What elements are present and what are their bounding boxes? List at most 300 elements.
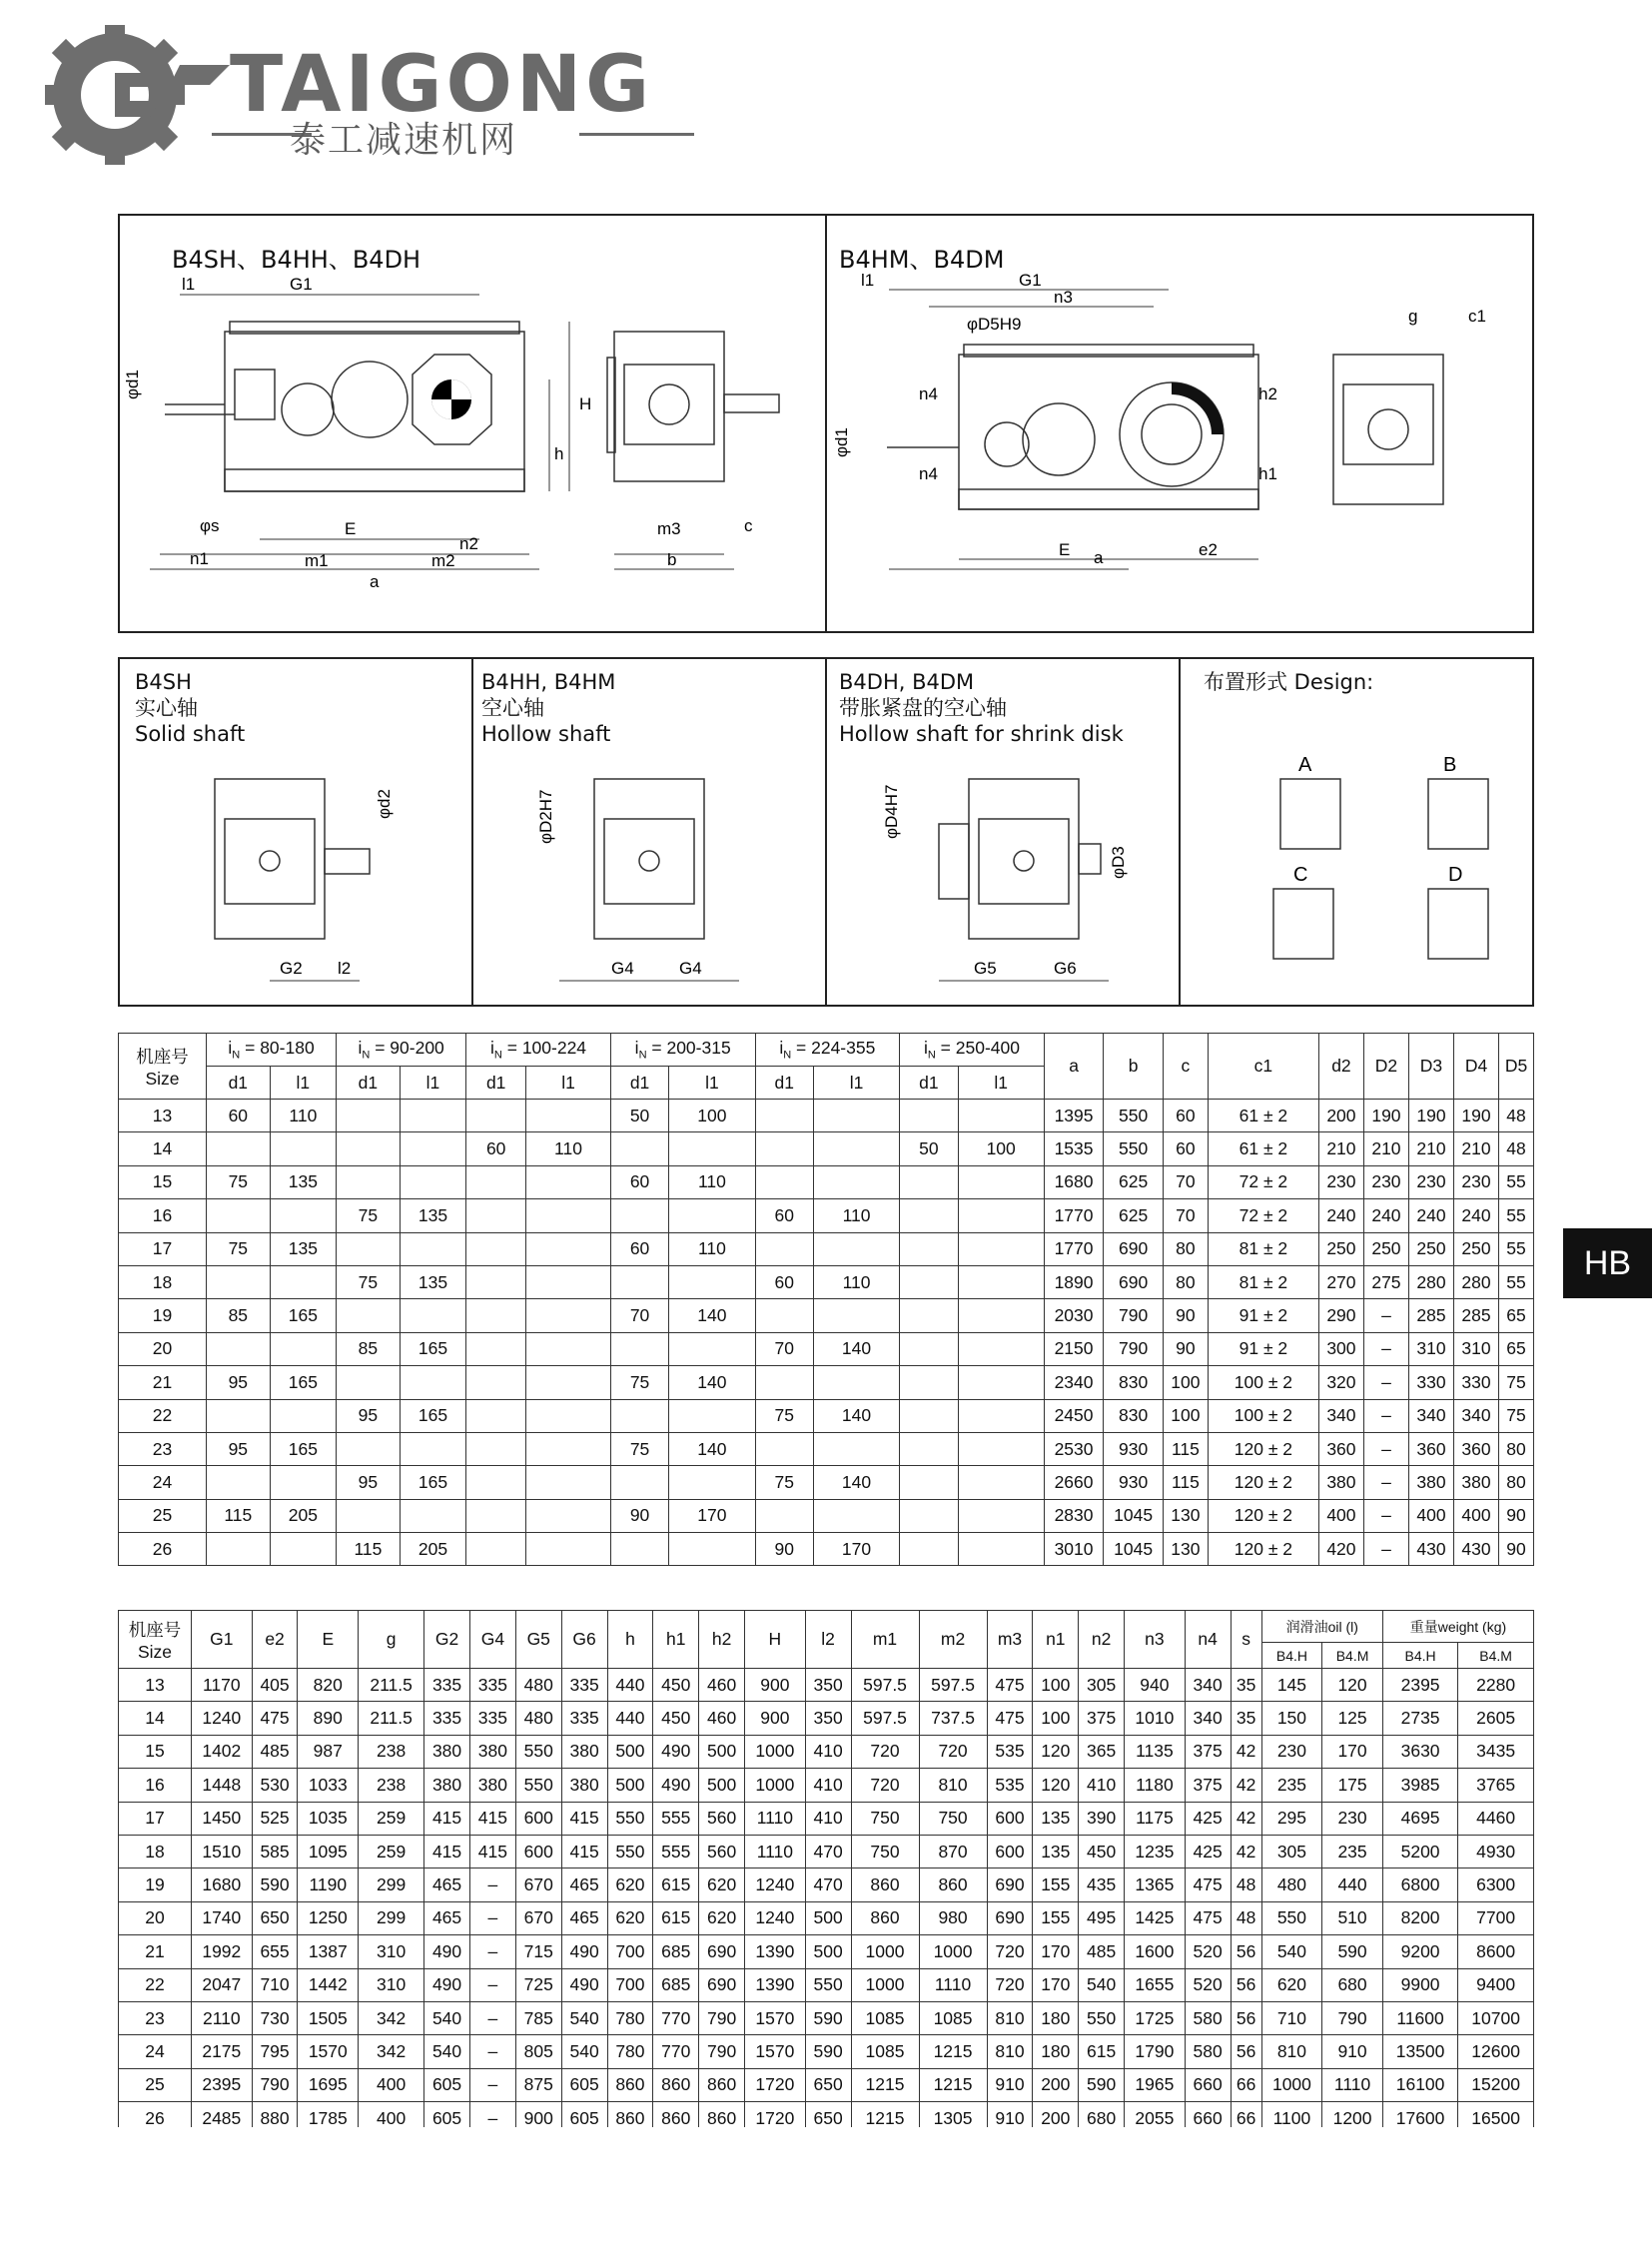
- dim-s: φs: [200, 516, 220, 535]
- table-cell: [526, 1366, 611, 1399]
- table-cell: 400: [359, 2102, 424, 2127]
- col-header: m3: [987, 1611, 1033, 1669]
- table-cell: 350: [805, 1702, 851, 1735]
- table-cell: 750: [919, 1802, 987, 1835]
- table-cell: 1442: [298, 1968, 359, 2001]
- table-cell: [207, 1399, 271, 1432]
- table-cell: 415: [561, 1802, 607, 1835]
- table-cell: 485: [252, 1735, 298, 1768]
- dim-n2: n2: [459, 534, 478, 553]
- table-cell: 440: [607, 1702, 653, 1735]
- table-cell: 15200: [1458, 2068, 1534, 2101]
- table-cell: [337, 1366, 401, 1399]
- table-cell: 655: [252, 1935, 298, 1968]
- table-cell: 1992: [192, 1935, 253, 1968]
- table-cell: [900, 1366, 958, 1399]
- table-cell: –: [1363, 1466, 1408, 1499]
- dim-n4: n4: [919, 384, 938, 403]
- table-cell: –: [469, 1968, 515, 2001]
- design-B: B: [1443, 754, 1457, 776]
- table-cell: 42: [1231, 1735, 1261, 1768]
- table-cell: 475: [252, 1702, 298, 1735]
- table-cell: 42: [1231, 1769, 1261, 1802]
- table-cell: 55: [1499, 1199, 1534, 1232]
- table-cell: 1085: [919, 2001, 987, 2034]
- dim-m1: m1: [305, 551, 329, 570]
- table-cell: 70: [1163, 1165, 1208, 1198]
- table-cell: [610, 1533, 668, 1566]
- table-cell: 150: [1261, 1702, 1322, 1735]
- dim-n4: n4: [919, 464, 938, 483]
- table-cell: 120 ± 2: [1208, 1432, 1318, 1465]
- col-header: G2: [424, 1611, 470, 1669]
- dim-G1: G1: [1019, 271, 1042, 290]
- table-cell: 1240: [192, 1702, 253, 1735]
- table-cell: 1395: [1044, 1100, 1104, 1132]
- table-cell: [207, 1132, 271, 1165]
- dim-d1: φd1: [123, 370, 142, 399]
- table-cell: 66: [1231, 2068, 1261, 2101]
- table-cell: 165: [400, 1399, 466, 1432]
- table-cell: 335: [424, 1702, 470, 1735]
- table-cell: 380: [561, 1769, 607, 1802]
- table-cell: 165: [270, 1432, 337, 1465]
- brand-divider: [579, 133, 694, 136]
- dim-a: a: [1094, 548, 1104, 567]
- table-cell: 320: [1318, 1366, 1363, 1399]
- table-cell: 2660: [1044, 1466, 1104, 1499]
- table-cell: 870: [919, 1835, 987, 1868]
- table-cell: 80: [1499, 1466, 1534, 1499]
- dim-l1: l1: [861, 271, 875, 290]
- table-cell: [900, 1232, 958, 1265]
- table-cell: 299: [359, 1901, 424, 1934]
- table-cell: 280: [1454, 1265, 1499, 1298]
- table-cell: [400, 1499, 466, 1532]
- dim-G1: G1: [290, 275, 313, 294]
- table-cell: 1100: [1261, 2102, 1322, 2127]
- table-cell: 259: [359, 1835, 424, 1868]
- col-header: H: [745, 1611, 806, 1669]
- table-cell: [207, 1332, 271, 1365]
- table-cell: 20: [119, 1901, 192, 1934]
- table-cell: 115: [1163, 1466, 1208, 1499]
- table-cell: 305: [1079, 1669, 1125, 1702]
- table-cell: 425: [1185, 1835, 1231, 1868]
- table-cell: 2605: [1458, 1702, 1534, 1735]
- table-cell: 490: [424, 1935, 470, 1968]
- table-cell: 190: [1363, 1100, 1408, 1132]
- table-cell: 250: [1363, 1232, 1408, 1265]
- table-cell: 65: [1499, 1332, 1534, 1365]
- table-cell: 597.5: [919, 1669, 987, 1702]
- gearbox-front-side-drawing: [120, 270, 819, 629]
- table-cell: 2530: [1044, 1432, 1104, 1465]
- table-cell: 350: [805, 1669, 851, 1702]
- table-cell: 860: [653, 2068, 699, 2101]
- table-cell: 450: [653, 1669, 699, 1702]
- table-cell: 48: [1231, 1901, 1261, 1934]
- table-cell: 360: [1318, 1432, 1363, 1465]
- table-cell: 810: [987, 2001, 1033, 2034]
- table-cell: 680: [1322, 1968, 1383, 2001]
- table-cell: 340: [1185, 1669, 1231, 1702]
- table-cell: 70: [1163, 1199, 1208, 1232]
- table-cell: [900, 1466, 958, 1499]
- table-cell: 1570: [298, 2035, 359, 2068]
- table-cell: [900, 1165, 958, 1198]
- table-cell: 660: [1185, 2068, 1231, 2101]
- table-cell: –: [1363, 1299, 1408, 1332]
- table-cell: 390: [1079, 1802, 1125, 1835]
- table-cell: 24: [119, 2035, 192, 2068]
- table-cell: 340: [1454, 1399, 1499, 1432]
- table-cell: [466, 1432, 526, 1465]
- table-cell: 342: [359, 2001, 424, 2034]
- table-cell: 50: [610, 1100, 668, 1132]
- table-cell: 475: [1185, 1868, 1231, 1901]
- table-cell: 17: [119, 1802, 192, 1835]
- table-cell: 435: [1079, 1868, 1125, 1901]
- table-cell: –: [1363, 1399, 1408, 1432]
- table-cell: 81 ± 2: [1208, 1232, 1318, 1265]
- table-cell: [400, 1165, 466, 1198]
- table-cell: [270, 1332, 337, 1365]
- shaft-type-drawings: [120, 749, 1528, 999]
- table-cell: 75: [1499, 1366, 1534, 1399]
- dim-h1: h1: [1258, 464, 1277, 483]
- table-cell: 81 ± 2: [1208, 1265, 1318, 1298]
- col-header: D5: [1499, 1034, 1534, 1100]
- table-cell: 35: [1231, 1702, 1261, 1735]
- table-cell: 585: [252, 1835, 298, 1868]
- table-cell: [813, 1432, 899, 1465]
- ratio-group-header: $i_N = 90-200$: [337, 1034, 466, 1067]
- design-D: D: [1448, 864, 1463, 886]
- table-cell: [900, 1265, 958, 1298]
- shaft-panel-shrink: [839, 669, 1124, 747]
- col-header: G1: [192, 1611, 253, 1669]
- table-cell: 737.5: [919, 1702, 987, 1735]
- table-cell: 22: [119, 1968, 192, 2001]
- table-cell: 375: [1185, 1735, 1231, 1768]
- table-cell: 1175: [1125, 1802, 1186, 1835]
- table-cell: 650: [805, 2102, 851, 2127]
- table-cell: [526, 1265, 611, 1298]
- table-cell: 500: [607, 1735, 653, 1768]
- table-cell: 1448: [192, 1769, 253, 1802]
- table-cell: 770: [653, 2001, 699, 2034]
- table-cell: 1402: [192, 1735, 253, 1768]
- col-header: l2: [805, 1611, 851, 1669]
- table-cell: [755, 1499, 813, 1532]
- table-cell: 440: [607, 1669, 653, 1702]
- table-cell: 715: [515, 1935, 561, 1968]
- table-cell: [207, 1199, 271, 1232]
- table-cell: 26: [119, 2102, 192, 2127]
- table-cell: 140: [813, 1399, 899, 1432]
- table-cell: [900, 1399, 958, 1432]
- table-row: [119, 1533, 1534, 1566]
- col-header: n2: [1079, 1611, 1125, 1669]
- col-header: c1: [1208, 1034, 1318, 1100]
- table-cell: [337, 1299, 401, 1332]
- dim-h2: h2: [1258, 384, 1277, 403]
- table-cell: 860: [607, 2102, 653, 2127]
- dim-E: E: [1059, 540, 1071, 559]
- table-cell: 90: [610, 1499, 668, 1532]
- table-cell: 475: [987, 1702, 1033, 1735]
- shaft-panel-solid: [135, 669, 245, 747]
- table-cell: 597.5: [851, 1702, 919, 1735]
- col-header: G5: [515, 1611, 561, 1669]
- table-cell: 170: [813, 1533, 899, 1566]
- dim-h: h: [554, 444, 564, 463]
- ratio-group-header: $i_N = 100-224$: [466, 1034, 611, 1067]
- table-cell: 540: [1079, 1968, 1125, 2001]
- table-cell: 91 ± 2: [1208, 1332, 1318, 1365]
- table-cell: 4930: [1458, 1835, 1534, 1868]
- table-cell: 90: [1163, 1299, 1208, 1332]
- col-header: n3: [1125, 1611, 1186, 1669]
- table-cell: 750: [851, 1802, 919, 1835]
- table-cell: 1720: [745, 2068, 806, 2101]
- table-cell: [270, 1466, 337, 1499]
- table-cell: 590: [1079, 2068, 1125, 2101]
- col-header: n4: [1185, 1611, 1231, 1669]
- table-cell: 690: [699, 1968, 745, 2001]
- table-cell: 230: [1261, 1735, 1322, 1768]
- table-cell: 275: [1363, 1265, 1408, 1298]
- table-cell: 230: [1318, 1165, 1363, 1198]
- table-cell: [466, 1466, 526, 1499]
- table-cell: [270, 1533, 337, 1566]
- table-cell: 95: [337, 1466, 401, 1499]
- table-cell: 520: [1185, 1968, 1231, 2001]
- table-cell: 780: [607, 2001, 653, 2034]
- table-cell: 80: [1163, 1232, 1208, 1265]
- shaft-title: B4HH, B4HM: [481, 670, 616, 694]
- table-cell: 26: [119, 1533, 207, 1566]
- table-cell: 170: [669, 1499, 755, 1532]
- table-cell: [337, 1432, 401, 1465]
- table-cell: [669, 1132, 755, 1165]
- table-cell: 555: [653, 1802, 699, 1835]
- panel-title-b4hm: B4HM、B4DM: [839, 246, 1005, 274]
- table-cell: 450: [1079, 1835, 1125, 1868]
- table-cell: 80: [1163, 1265, 1208, 1298]
- table-cell: 1170: [192, 1669, 253, 1702]
- table-cell: 55: [1499, 1265, 1534, 1298]
- table-cell: [813, 1100, 899, 1132]
- table-cell: 860: [699, 2068, 745, 2101]
- table-cell: 540: [561, 2035, 607, 2068]
- table-cell: [669, 1533, 755, 1566]
- table-cell: [337, 1100, 401, 1132]
- col-header: c: [1163, 1034, 1208, 1100]
- table-cell: 80: [1499, 1432, 1534, 1465]
- panel-divider: [825, 214, 827, 633]
- table-cell: 285: [1454, 1299, 1499, 1332]
- table-cell: 145: [1261, 1669, 1322, 1702]
- table-cell: 680: [1079, 2102, 1125, 2127]
- table-cell: 1200: [1322, 2102, 1383, 2127]
- table-cell: 65: [1499, 1299, 1534, 1332]
- table-cell: [755, 1366, 813, 1399]
- table-cell: 860: [607, 2068, 653, 2101]
- table-cell: 75: [207, 1165, 271, 1198]
- sub-col-header: l1: [400, 1067, 466, 1100]
- table-cell: 470: [805, 1835, 851, 1868]
- table-cell: 560: [699, 1835, 745, 1868]
- dim-E: E: [345, 519, 357, 538]
- table-cell: [958, 1399, 1044, 1432]
- table-cell: 2485: [192, 2102, 253, 2127]
- table-cell: 405: [252, 1669, 298, 1702]
- table-cell: 1770: [1044, 1199, 1104, 1232]
- table-cell: [270, 1265, 337, 1298]
- table-cell: 110: [270, 1100, 337, 1132]
- table-row: [119, 1868, 1534, 1901]
- table-cell: [337, 1132, 401, 1165]
- table-cell: –: [1363, 1332, 1408, 1365]
- table-cell: 590: [805, 2001, 851, 2034]
- table-cell: [466, 1399, 526, 1432]
- table-cell: 210: [1318, 1132, 1363, 1165]
- table-cell: 56: [1231, 1935, 1261, 1968]
- table-cell: –: [469, 1901, 515, 1934]
- table-cell: 19: [119, 1299, 207, 1332]
- table-row: [119, 1232, 1534, 1265]
- col-header: e2: [252, 1611, 298, 1669]
- table-cell: 425: [1185, 1802, 1231, 1835]
- table-cell: 810: [919, 1769, 987, 1802]
- table-cell: 135: [400, 1265, 466, 1298]
- table-cell: [958, 1366, 1044, 1399]
- sub-col-header: d1: [337, 1067, 401, 1100]
- table-cell: [337, 1232, 401, 1265]
- table-cell: [958, 1499, 1044, 1532]
- table-cell: 175: [1322, 1769, 1383, 1802]
- table-cell: 430: [1408, 1533, 1453, 1566]
- table-cell: 120: [1033, 1769, 1079, 1802]
- table-cell: 50: [900, 1132, 958, 1165]
- table-cell: 16100: [1382, 2068, 1457, 2101]
- col-header: D4: [1454, 1034, 1499, 1100]
- table-cell: 210: [1454, 1132, 1499, 1165]
- col-header: m2: [919, 1611, 987, 1669]
- table-cell: [900, 1332, 958, 1365]
- table-cell: 330: [1408, 1366, 1453, 1399]
- table-cell: [466, 1533, 526, 1566]
- table-cell: 550: [607, 1835, 653, 1868]
- table-cell: 980: [919, 1901, 987, 1934]
- table-cell: 340: [1318, 1399, 1363, 1432]
- table-cell: 140: [813, 1332, 899, 1365]
- ratio-group-header: $i_N = 224-355$: [755, 1034, 900, 1067]
- col-header: D2: [1363, 1034, 1408, 1100]
- table-cell: 85: [337, 1332, 401, 1365]
- table-cell: 300: [1318, 1332, 1363, 1365]
- table-cell: 820: [298, 1669, 359, 1702]
- table-row: [119, 1835, 1534, 1868]
- table-cell: [526, 1399, 611, 1432]
- table-cell: [900, 1499, 958, 1532]
- sub-col-header: d1: [207, 1067, 271, 1100]
- table-cell: 240: [1454, 1199, 1499, 1232]
- table-cell: 342: [359, 2035, 424, 2068]
- shaft-cn: 实心轴: [135, 696, 198, 720]
- table-cell: 550: [1079, 2001, 1125, 2034]
- table-cell: 380: [1408, 1466, 1453, 1499]
- sub-col-header: l1: [669, 1067, 755, 1100]
- table-cell: 211.5: [359, 1669, 424, 1702]
- table-cell: 600: [515, 1802, 561, 1835]
- table-cell: 135: [270, 1165, 337, 1198]
- table-cell: 730: [252, 2001, 298, 2034]
- table-cell: 625: [1104, 1199, 1164, 1232]
- sub-col-header: B4.H: [1382, 1643, 1457, 1669]
- table-cell: –: [1363, 1499, 1408, 1532]
- table-cell: [958, 1299, 1044, 1332]
- sub-col-header: B4.H: [1261, 1643, 1322, 1669]
- table-cell: 91 ± 2: [1208, 1299, 1318, 1332]
- table-cell: 860: [699, 2102, 745, 2127]
- table-row: [119, 1669, 1534, 1702]
- table-cell: 295: [1261, 1802, 1322, 1835]
- table-cell: 75: [337, 1199, 401, 1232]
- design-A: A: [1298, 754, 1312, 776]
- table-cell: 1240: [745, 1901, 806, 1934]
- table-cell: 605: [561, 2102, 607, 2127]
- table-cell: 1600: [1125, 1935, 1186, 1968]
- table-cell: 400: [1318, 1499, 1363, 1532]
- table-cell: –: [469, 1935, 515, 1968]
- table-cell: [400, 1432, 466, 1465]
- table-cell: 380: [1454, 1466, 1499, 1499]
- table-cell: [900, 1533, 958, 1566]
- table-cell: 14: [119, 1702, 192, 1735]
- dim-l2: l2: [338, 959, 352, 978]
- table-cell: [958, 1265, 1044, 1298]
- table-cell: 810: [1261, 2035, 1322, 2068]
- table-cell: [337, 1165, 401, 1198]
- table-row: [119, 1366, 1534, 1399]
- shaft-cn: 空心轴: [481, 696, 544, 720]
- table-cell: 100: [1163, 1399, 1208, 1432]
- table-cell: 1655: [1125, 1968, 1186, 2001]
- table-cell: 1387: [298, 1935, 359, 1968]
- sub-col-header: d1: [610, 1067, 668, 1100]
- table-cell: 120 ± 2: [1208, 1466, 1318, 1499]
- table-cell: 490: [561, 1935, 607, 1968]
- sub-col-header: d1: [466, 1067, 526, 1100]
- table-cell: 8600: [1458, 1935, 1534, 1968]
- dimension-table-2: [118, 1610, 1534, 2127]
- table-cell: 180: [1033, 2035, 1079, 2068]
- table-cell: 42: [1231, 1835, 1261, 1868]
- panel-title-b4sh: B4SH、B4HH、B4DH: [172, 246, 421, 274]
- table-cell: 480: [515, 1702, 561, 1735]
- table-cell: [526, 1165, 611, 1198]
- table-cell: 100: [958, 1132, 1044, 1165]
- table-cell: 7700: [1458, 1901, 1534, 1934]
- table-cell: 240: [1318, 1199, 1363, 1232]
- table-cell: 805: [515, 2035, 561, 2068]
- table-cell: 75: [207, 1232, 271, 1265]
- table-cell: 8200: [1382, 1901, 1457, 1934]
- table-cell: 490: [653, 1769, 699, 1802]
